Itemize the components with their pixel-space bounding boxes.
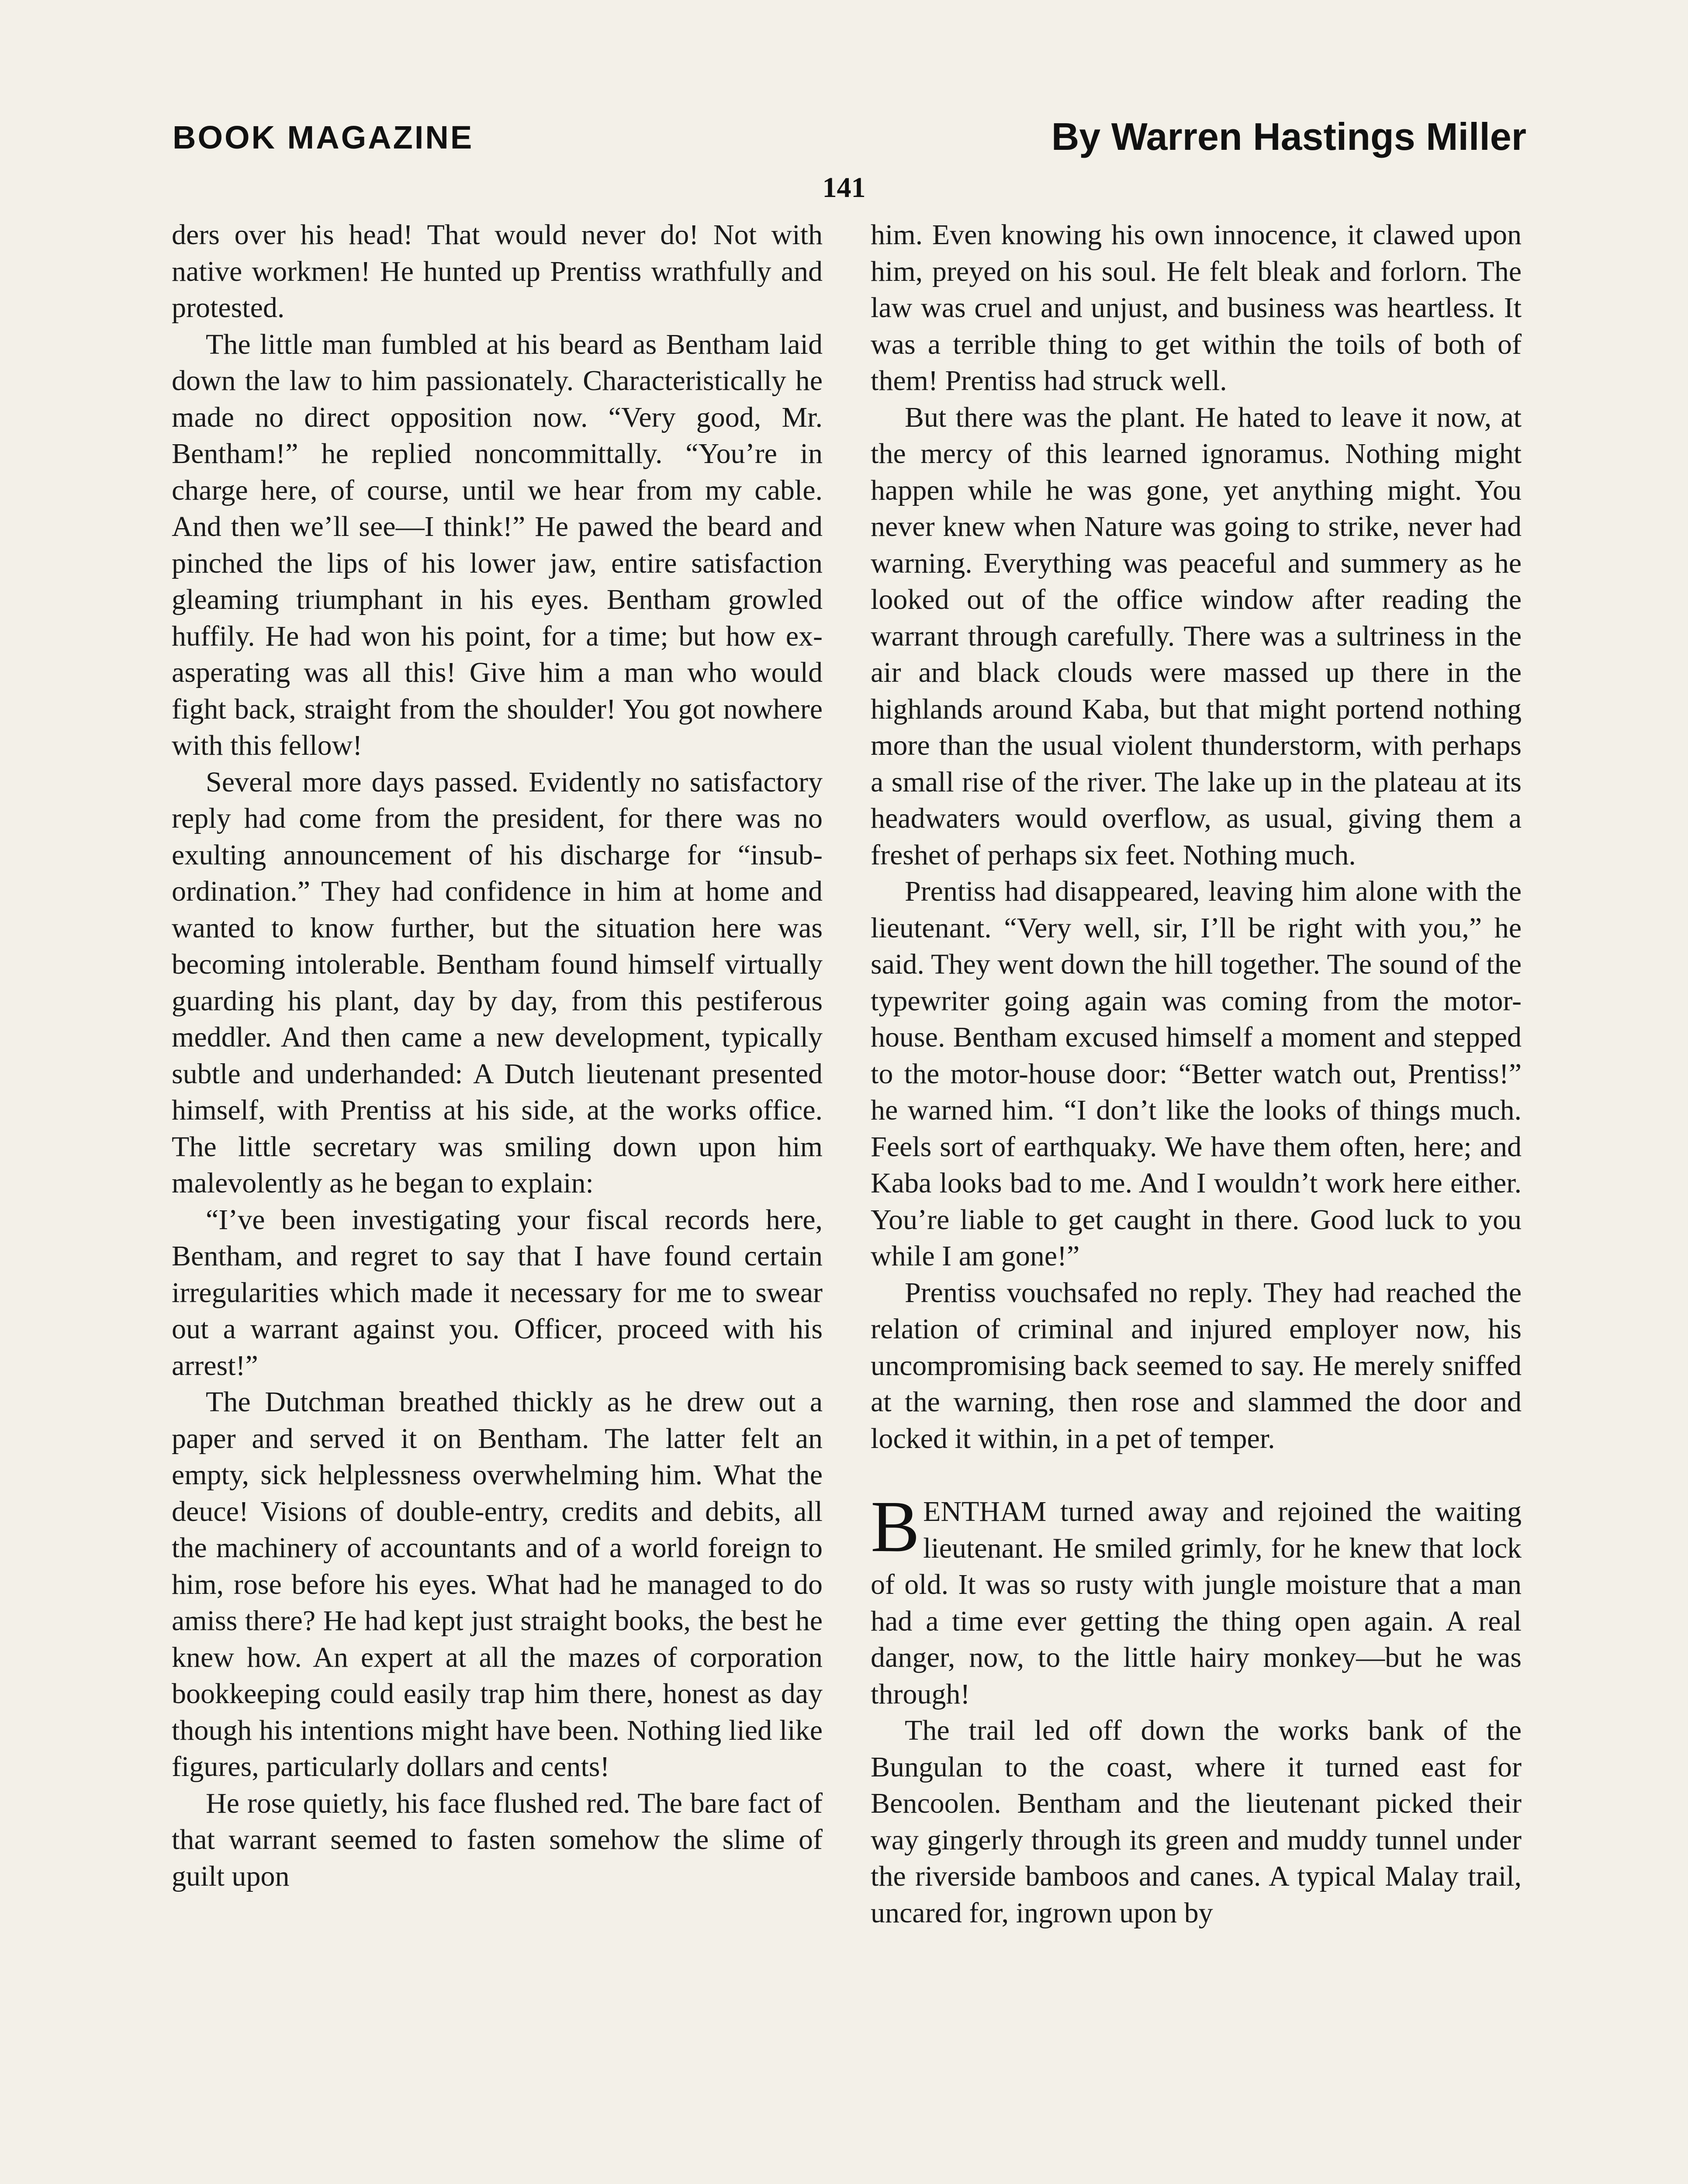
magazine-title: BOOK MAGAZINE: [173, 119, 474, 156]
paragraph: The trail led off down the works bank of the Bungulan to the coast, where it turned east for Bencoolen. Bentham and the lieutenant picked their way gingerly through its green and muddy tunnel under the riverside bamboos and canes. A typical Malay trail, uncared for, ingrown upon by: [871, 1714, 1522, 1929]
paragraph: But there was the plant. He hated to leave it now, at the mercy of this learned ignoramus. Nothing might happen while he was gone, yet anything might. You never knew when Nature was going to strike, never had warning. Everything was peaceful and summery as he looked out of the office window after reading the warrant through carefully. There was a sultriness in the air and black clouds were massed up there in the highlands around Kaba, but that might portend nothing more than the usual violent thunderstorm, with perhaps a small rise of the river. The lake up in the plateau at its headwaters would overflow, as usual, giving them a freshet of perhaps six feet. Nothing much.: [871, 401, 1522, 871]
paragraph: ders over his head! That would never do! Not with native workmen! He hunted up Prentiss wrathfully and protested.: [172, 219, 823, 324]
paragraph: The Dutchman breathed thickly as he drew out a paper and served it on Bentham. The latter felt an empty, sick helplessness overwhelming him. What the deuce! Visions of double-entry, credits and debits, all the machinery of accountants and of a world foreign to him, rose before his eyes. What had he managed to do amiss there? He had kept just straight books, the best he knew how. An expert at all the mazes of corporation bookkeeping could easily trap him there, honest as day though his intentions might have been. Nothing lied like figures, particularly dollars and cents!: [172, 1386, 823, 1783]
section-opening-paragraph: [871, 1486, 1522, 1712]
paragraph-text: ENTHAM turned away and rejoined the waiting lieutenant. He smiled grimly, for he knew that lock of old. It was so rusty with jungle moisture that a man had a time ever getting the thing open again. A real danger, now, to the little hairy monkey—but he was through!: [871, 1496, 1522, 1710]
paragraph: “I’ve been investigating your fiscal records here, Bentham, and regret to say that I have found certain irregularities which made it necessary for me to swear out a warrant against you. Officer, proceed with his arrest!”: [172, 1203, 823, 1382]
left-column: [172, 217, 823, 1894]
paragraph: He rose quietly, his face flushed red. The bare fact of that warrant seemed to fasten somehow the slime of guilt upon: [172, 1787, 823, 1892]
paragraph: Several more days passed. Evidently no satisfactory reply had come from the president, for there was no exulting announcement of his discharge for “insubordination.” They had confidence in him at home and wanted to know further, but the situation here was becoming intolerable. Bentham found himself virtually guarding his plant, day by day, from this pestiferous meddler. And then came a new development, typically subtle and underhanded: A Dutch lieutenant presented himself, with Prentiss at his side, at the works office. The little secretary was smiling down upon him malevolently as he began to explain:: [172, 766, 823, 1199]
author-byline: By Warren Hastings Miller: [1051, 115, 1526, 158]
page-number: 141: [822, 172, 866, 204]
paragraph: The little man fumbled at his beard as Bentham laid down the law to him passionately. Characteristically he made no direct opposition now. “Very good, Mr. Bentham!” he replied noncommittally. “You’re in charge here, of course, until we hear from my cable. And then we’ll see—I think!” He pawed the beard and pinched the lips of his lower jaw, entire satisfaction gleaming triumphant in his eyes. Bentham growled huffily. He had won his point, for a time; but how exasperating was all this! Give him a man who would fight back, straight from the shoulder! You got nowhere with this fellow!: [172, 328, 823, 761]
paragraph: Prentiss vouchsafed no reply. They had reached the relation of criminal and injured employer now, his uncompromising back seemed to say. He merely sniffed at the warning, then rose and slammed the door and locked it within, in a pet of temper.: [871, 1276, 1522, 1455]
paragraph: him. Even knowing his own innocence, it clawed upon him, preyed on his soul. He felt bleak and forlorn. The law was cruel and unjust, and business was heartless. It was a terrible thing to get within the toils of both of them! Prentiss had struck well.: [871, 219, 1522, 397]
drop-cap: B: [871, 1486, 920, 1567]
paragraph: Prentiss had disappeared, leaving him alone with the lieutenant. “Very well, sir, I’ll be right with you,” he said. They went down the hill together. The sound of the typewriter going again was coming from the motor-house. Bentham excused himself a moment and stepped to the motor-house door: “Better watch out, Prentiss!” he warned him. “I don’t like the looks of things much. Feels sort of earthquaky. We have them often, here; and Kaba looks bad to me. And I wouldn’t work here either. You’re liable to get caught in there. Good luck to you while I am gone!”: [871, 875, 1522, 1272]
right-column: [871, 217, 1522, 1931]
section-break: [871, 1457, 1522, 1493]
